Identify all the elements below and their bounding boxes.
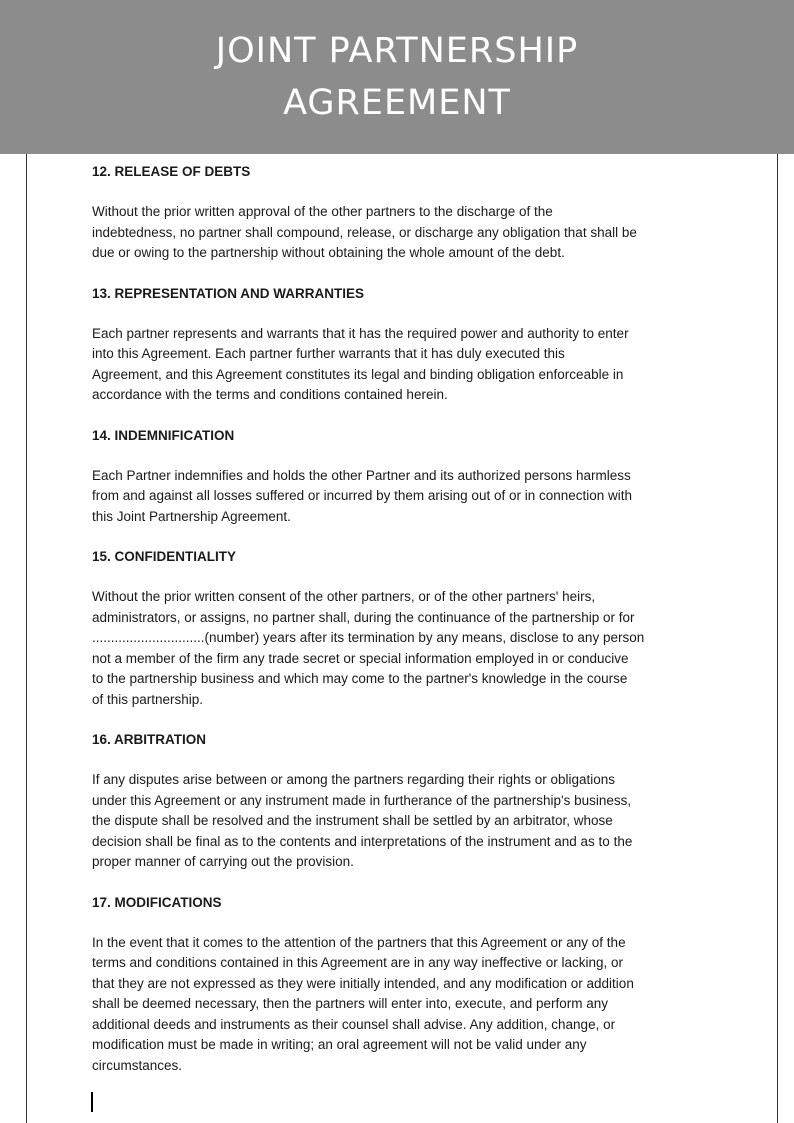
paragraph-line: Each Partner indemnifies and holds the other Partner and its authorized persons harmless: [92, 467, 631, 483]
paragraph-line: shall be deemed necessary, then the partners will enter into, execute, and perform any: [92, 996, 609, 1011]
paragraph-line: Agreement, and this Agreement constitutes its legal and binding obligation enforceable in: [92, 366, 624, 382]
paragraph-line: into this Agreement. Each partner further warrants that it has duly executed this: [92, 346, 565, 361]
section-paragraph: [92, 202, 722, 264]
section-heading: 15. CONFIDENTIALITY: [92, 549, 237, 564]
section-indemnification: [92, 426, 722, 528]
paragraph-line: proper manner of carrying out the provision.: [92, 854, 354, 869]
section-heading: 13. REPRESENTATION AND WARRANTIES: [92, 285, 365, 301]
paragraph-line: the dispute shall be resolved and the instrument shall be settled by an arbitrator, whose: [92, 813, 613, 828]
section-heading: 16. ARBITRATION: [92, 732, 207, 747]
section-representation-and-warranties: [92, 284, 722, 406]
document-title-line-1: JOINT PARTNERSHIP: [215, 31, 579, 71]
paragraph-line: decision shall be final as to the contents and interpretations of the instrument and as to the: [92, 833, 633, 849]
section-modifications: [92, 893, 722, 1077]
section-heading: 17. MODIFICATIONS: [92, 894, 222, 910]
paragraph-line: Each partner represents and warrants that it has the required power and authority to enter: [92, 325, 629, 341]
section-arbitration: [92, 730, 722, 873]
paragraph-line: from and against all losses suffered or incurred by them arising out of or in connection with: [92, 488, 633, 503]
section-paragraph: [92, 466, 722, 528]
paragraph-line: indebtedness, no partner shall compound, release, or discharge any obligation that shall be: [92, 224, 637, 240]
document-title-line-2: AGREEMENT: [283, 83, 511, 123]
paragraph-line: to the partnership business and which may come to the partner's knowledge in the course: [92, 671, 628, 686]
text-cursor: [91, 1092, 93, 1112]
section-paragraph: [92, 770, 722, 873]
paragraph-line: circumstances.: [92, 1057, 183, 1073]
paragraph-line: due or owing to the partnership without obtaining the whole amount of the debt.: [92, 245, 565, 260]
section-paragraph: [92, 587, 722, 710]
paragraph-line: under this Agreement or any instrument made in furtherance of the partnership's business,: [92, 792, 632, 808]
paragraph-line: modification must be made in writing; an oral agreement will not be valid under any: [92, 1037, 587, 1052]
paragraph-line: accordance with the terms and conditions contained herein.: [92, 387, 448, 402]
document-body: [92, 162, 722, 1096]
paragraph-line: of this partnership.: [92, 691, 204, 707]
paragraph-line: In the event that it comes to the attention of the partners that this Agreement or any of the: [92, 934, 626, 950]
paragraph-line: Without the prior written consent of the other partners, or of the other partners' heirs,: [92, 589, 596, 604]
section-paragraph: [92, 933, 722, 1077]
paragraph-line-number-blank[interactable]: ..............................(number) years after its termination by any means, disclose to any person: [92, 630, 645, 645]
title-banner: [0, 0, 794, 154]
section-heading: 14. INDEMNIFICATION: [92, 427, 235, 443]
document-page[interactable]: [26, 154, 778, 1123]
section-confidentiality: [92, 547, 722, 710]
section-paragraph: [92, 324, 722, 406]
paragraph-line: that they are not expressed as they were initially intended, and any modification or addition: [92, 975, 634, 991]
paragraph-line: terms and conditions contained in this Agreement are in any way ineffective or lacking, or: [92, 955, 624, 970]
paragraph-line: this Joint Partnership Agreement.: [92, 508, 291, 524]
paragraph-line: Without the prior written approval of the other partners to the discharge of the: [92, 204, 553, 219]
paragraph-line: administrators, or assigns, no partner shall, during the continuance of the partnership or for: [92, 609, 635, 625]
section-heading: 12. RELEASE OF DEBTS: [92, 164, 251, 179]
paragraph-line: not a member of the firm any trade secret or special information employed in or conducive: [92, 650, 629, 666]
section-release-of-debts: [92, 162, 722, 264]
paragraph-line: additional deeds and instruments as their counsel shall advise. Any addition, change, or: [92, 1016, 616, 1032]
paragraph-line: If any disputes arise between or among the partners regarding their rights or obligations: [92, 772, 616, 787]
